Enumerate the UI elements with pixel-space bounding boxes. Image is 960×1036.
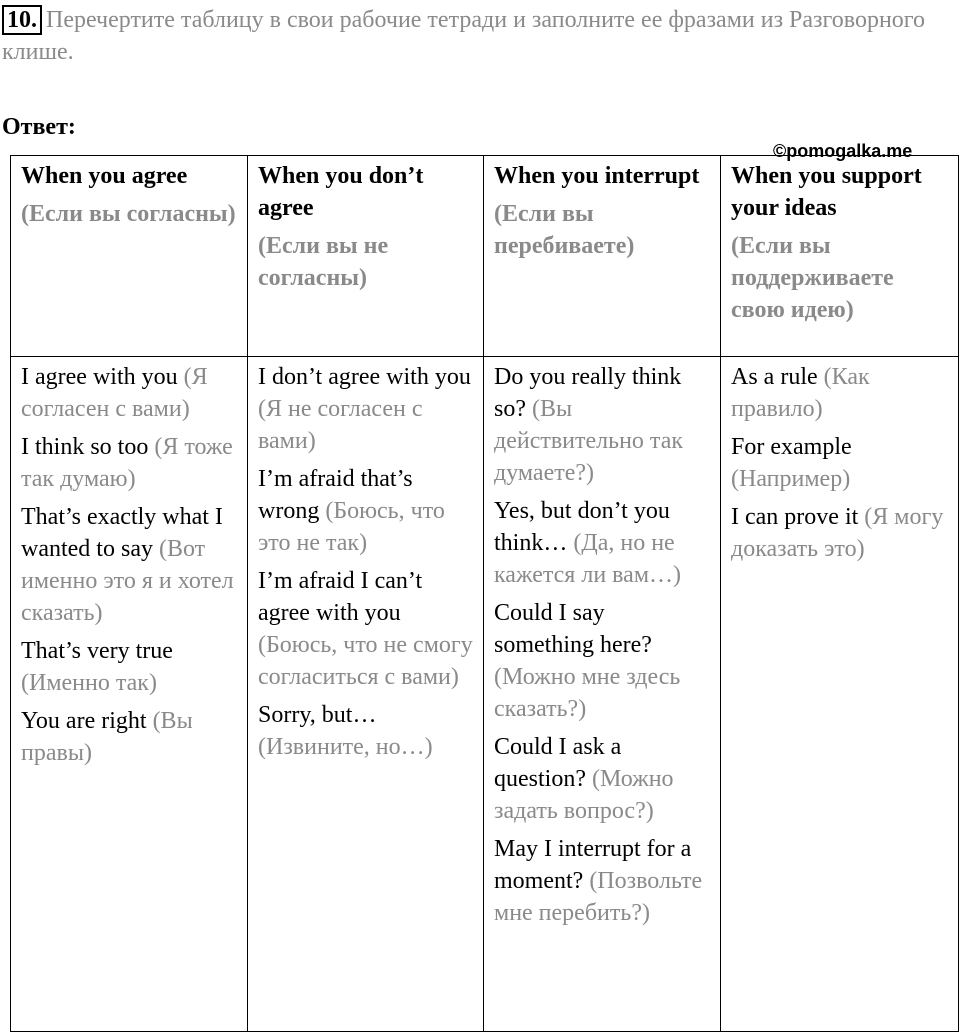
phrase-en: Could I ask a question?: [494, 734, 622, 792]
header-ru: (Если вы перебиваете): [494, 201, 635, 259]
phrase-ru: (Именно так): [21, 670, 157, 696]
phrase-ru: (Да, но не кажется ли вам…): [494, 530, 682, 588]
phrase-en: I don’t agree with you: [258, 364, 471, 390]
phrase-en: I can prove it: [731, 504, 859, 530]
phrase-ru: (Можно задать вопрос?): [494, 766, 674, 824]
phrase-item: [258, 699, 473, 763]
phrase-item: [258, 565, 473, 693]
phrase-en: For example: [731, 434, 852, 460]
table-header-row: [11, 156, 959, 357]
phrase-item: [21, 501, 237, 629]
header-agree: [11, 156, 248, 357]
phrase-item: [494, 833, 710, 929]
task-text: Перечертите таблицу в свои рабочие тетради и заполните ее фразами из Разговорного клише.: [2, 7, 926, 65]
phrase-ru: (Вы правы): [21, 708, 193, 766]
cell-disagree-phrases: [248, 357, 484, 1032]
phrase-ru: (Позвольте мне перебить?): [494, 868, 703, 926]
phrase-ru: (Например): [731, 466, 851, 492]
header-support: [721, 156, 959, 357]
phrase-ru: (Вот именно это я и хотел сказать): [21, 536, 234, 626]
phrase-item: [258, 463, 473, 559]
phrase-en: I think so too: [21, 434, 149, 460]
table-row: [11, 357, 959, 1032]
phrase-item: [494, 495, 710, 591]
header-ru: (Если вы не согласны): [258, 233, 389, 291]
header-en: When you agree: [21, 163, 188, 189]
phrase-en: May I interrupt for a moment?: [494, 836, 692, 894]
cell-support-phrases: [721, 357, 959, 1032]
phrase-ru: (Я могу доказать это): [731, 504, 944, 562]
cell-interrupt-phrases: [484, 357, 721, 1032]
phrase-ru: (Боюсь, что это не так): [258, 498, 445, 556]
phrase-ru: (Я тоже так думаю): [21, 434, 233, 492]
phrase-item: [21, 705, 237, 769]
phrase-item: [494, 731, 710, 827]
answer-label: Ответ:: [2, 114, 76, 140]
phrase-ru: (Извините, но…): [258, 734, 433, 760]
phrase-en: Yes, but don’t you think…: [494, 498, 670, 556]
phrase-ru: (Боюсь, что не смогу согласиться с вами): [258, 632, 473, 690]
phrase-item: [21, 361, 237, 425]
header-ru: (Если вы согласны): [21, 201, 236, 227]
cell-agree-phrases: [11, 357, 248, 1032]
phrase-ru: (Как правило): [731, 364, 870, 422]
phrase-en: You are right: [21, 708, 147, 734]
header-disagree: [248, 156, 484, 357]
header-interrupt: [484, 156, 721, 357]
phrase-item: [21, 635, 237, 699]
phrase-ru: (Можно мне здесь сказать?): [494, 664, 681, 722]
phrase-en: I’m afraid that’s wrong: [258, 466, 413, 524]
phrase-item: [731, 501, 948, 565]
phrase-en: As a rule: [731, 364, 818, 390]
phrase-item: [731, 361, 948, 425]
phrase-en: That’s very true: [21, 638, 173, 664]
watermark: ©pomogalka.me: [773, 141, 913, 161]
phrase-ru: (Вы действительно так думаете?): [494, 396, 684, 486]
header-en: When you support your ideas: [731, 163, 922, 221]
header-en: When you don’t agree: [258, 163, 424, 221]
task-statement: [2, 4, 952, 68]
phrase-en: Do you really think so?: [494, 364, 682, 422]
phrase-en: Sorry, but…: [258, 702, 377, 728]
phrase-en: That’s exactly what I wanted to say: [21, 504, 223, 562]
phrase-item: [731, 431, 948, 495]
phrase-en: Could I say something here?: [494, 600, 652, 658]
header-ru: (Если вы поддерживаете свою идею): [731, 233, 894, 323]
phrase-item: [21, 431, 237, 495]
header-en: When you interrupt: [494, 163, 700, 189]
phrase-item: [494, 361, 710, 489]
phrase-en: I’m afraid I can’t agree with you: [258, 568, 423, 626]
phrase-en: I agree with you: [21, 364, 178, 390]
phrase-item: [494, 597, 710, 725]
phrases-table: [10, 155, 959, 1032]
phrase-ru: (Я согласен с вами): [21, 364, 208, 422]
phrase-ru: (Я не согласен с вами): [258, 396, 423, 454]
task-number: 10.: [2, 5, 42, 35]
phrase-item: [258, 361, 473, 457]
